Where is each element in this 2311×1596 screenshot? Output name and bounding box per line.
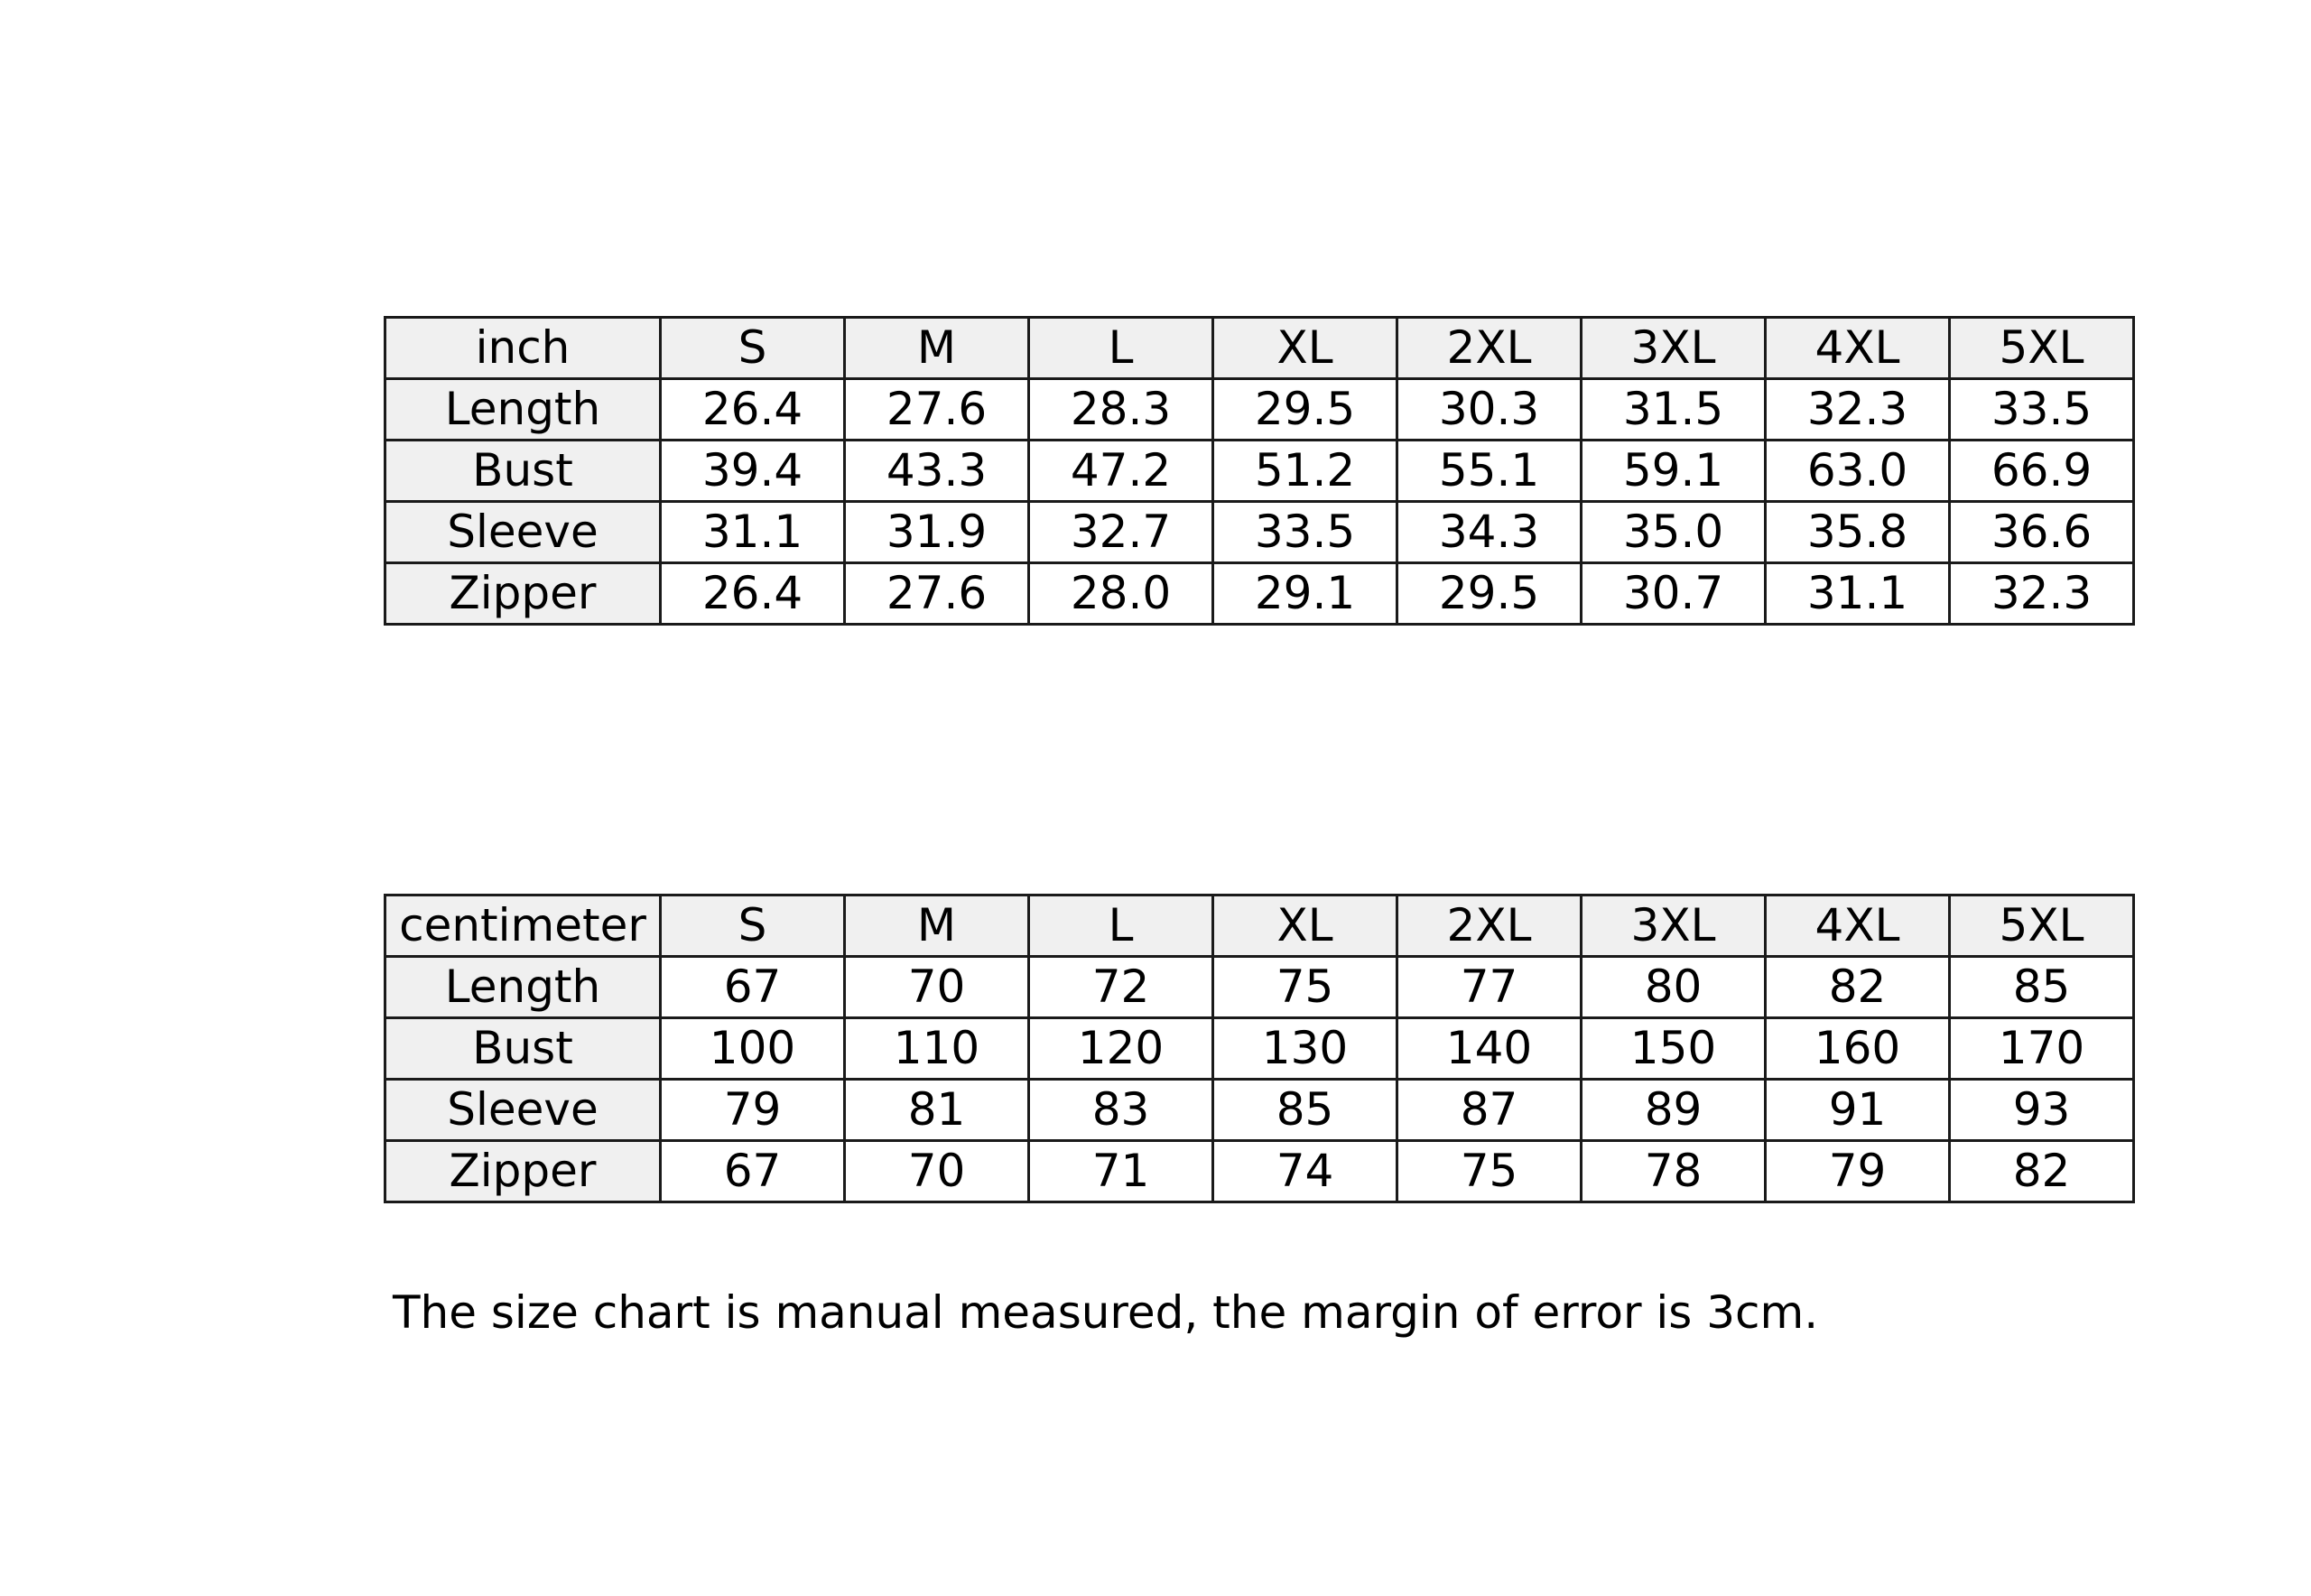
table-cell: 77	[1397, 957, 1582, 1018]
table-row	[385, 1141, 2134, 1202]
row-label: Bust	[385, 1018, 661, 1080]
table-cell: 55.1	[1397, 441, 1582, 502]
centimeter-size-table	[384, 894, 2135, 1203]
table-cell: 32.3	[1766, 379, 1950, 441]
table-cell: 59.1	[1582, 441, 1766, 502]
table-cell: 27.6	[845, 563, 1029, 625]
size-header: 3XL	[1582, 895, 1766, 957]
unit-label: inch	[385, 318, 661, 379]
table-cell: 29.5	[1397, 563, 1582, 625]
inch-size-table	[384, 316, 2135, 626]
table-cell: 31.9	[845, 502, 1029, 563]
size-header: 2XL	[1397, 895, 1582, 957]
table-cell: 31.1	[661, 502, 845, 563]
table-cell: 78	[1582, 1141, 1766, 1202]
table-cell: 71	[1029, 1141, 1213, 1202]
size-header: XL	[1213, 895, 1397, 957]
size-header: XL	[1213, 318, 1397, 379]
table-cell: 70	[845, 1141, 1029, 1202]
table-cell: 74	[1213, 1141, 1397, 1202]
size-header: S	[661, 318, 845, 379]
table-cell: 80	[1582, 957, 1766, 1018]
table-cell: 70	[845, 957, 1029, 1018]
row-label: Length	[385, 379, 661, 441]
table-cell: 85	[1213, 1080, 1397, 1141]
centimeter-table-header	[385, 895, 2134, 957]
row-label: Sleeve	[385, 502, 661, 563]
table-cell: 30.7	[1582, 563, 1766, 625]
table-cell: 67	[661, 1141, 845, 1202]
table-cell: 32.3	[1950, 563, 2134, 625]
table-row	[385, 1080, 2134, 1141]
table-cell: 36.6	[1950, 502, 2134, 563]
table-cell: 66.9	[1950, 441, 2134, 502]
table-cell: 79	[1766, 1141, 1950, 1202]
size-header: 2XL	[1397, 318, 1582, 379]
row-label: Bust	[385, 441, 661, 502]
table-cell: 130	[1213, 1018, 1397, 1080]
centimeter-table-body	[385, 957, 2134, 1202]
size-header: 5XL	[1950, 895, 2134, 957]
row-label: Sleeve	[385, 1080, 661, 1141]
table-cell: 33.5	[1213, 502, 1397, 563]
table-cell: 29.5	[1213, 379, 1397, 441]
table-cell: 35.0	[1582, 502, 1766, 563]
table-cell: 93	[1950, 1080, 2134, 1141]
table-cell: 31.5	[1582, 379, 1766, 441]
table-header-row	[385, 318, 2134, 379]
table-row	[385, 563, 2134, 625]
table-cell: 75	[1397, 1141, 1582, 1202]
table-row	[385, 379, 2134, 441]
table-row	[385, 502, 2134, 563]
table-cell: 75	[1213, 957, 1397, 1018]
table-cell: 43.3	[845, 441, 1029, 502]
size-header: L	[1029, 318, 1213, 379]
table-row	[385, 957, 2134, 1018]
size-header: 3XL	[1582, 318, 1766, 379]
table-cell: 83	[1029, 1080, 1213, 1141]
table-cell: 100	[661, 1018, 845, 1080]
table-cell: 79	[661, 1080, 845, 1141]
size-header: S	[661, 895, 845, 957]
table-cell: 82	[1766, 957, 1950, 1018]
size-header: L	[1029, 895, 1213, 957]
table-cell: 35.8	[1766, 502, 1950, 563]
table-cell: 89	[1582, 1080, 1766, 1141]
table-cell: 47.2	[1029, 441, 1213, 502]
table-cell: 170	[1950, 1018, 2134, 1080]
table-cell: 26.4	[661, 379, 845, 441]
table-cell: 29.1	[1213, 563, 1397, 625]
table-cell: 32.7	[1029, 502, 1213, 563]
table-cell: 85	[1950, 957, 2134, 1018]
table-cell: 91	[1766, 1080, 1950, 1141]
size-header: 4XL	[1766, 895, 1950, 957]
table-cell: 110	[845, 1018, 1029, 1080]
table-header-row	[385, 895, 2134, 957]
table-cell: 30.3	[1397, 379, 1582, 441]
unit-label: centimeter	[385, 895, 661, 957]
table-cell: 27.6	[845, 379, 1029, 441]
table-row	[385, 1018, 2134, 1080]
measurement-note: The size chart is manual measured, the margin of error is 3cm.	[393, 1286, 1819, 1339]
table-cell: 33.5	[1950, 379, 2134, 441]
row-label: Zipper	[385, 563, 661, 625]
table-cell: 34.3	[1397, 502, 1582, 563]
table-cell: 28.0	[1029, 563, 1213, 625]
table-cell: 150	[1582, 1018, 1766, 1080]
table-cell: 87	[1397, 1080, 1582, 1141]
size-header: M	[845, 318, 1029, 379]
row-label: Length	[385, 957, 661, 1018]
size-header: M	[845, 895, 1029, 957]
table-cell: 81	[845, 1080, 1029, 1141]
table-cell: 67	[661, 957, 845, 1018]
inch-table-header	[385, 318, 2134, 379]
table-cell: 39.4	[661, 441, 845, 502]
table-row	[385, 441, 2134, 502]
table-cell: 82	[1950, 1141, 2134, 1202]
table-cell: 63.0	[1766, 441, 1950, 502]
table-cell: 120	[1029, 1018, 1213, 1080]
table-cell: 140	[1397, 1018, 1582, 1080]
table-cell: 51.2	[1213, 441, 1397, 502]
size-header: 4XL	[1766, 318, 1950, 379]
size-header: 5XL	[1950, 318, 2134, 379]
table-cell: 72	[1029, 957, 1213, 1018]
row-label: Zipper	[385, 1141, 661, 1202]
table-cell: 31.1	[1766, 563, 1950, 625]
inch-table-body	[385, 379, 2134, 625]
table-cell: 28.3	[1029, 379, 1213, 441]
table-cell: 26.4	[661, 563, 845, 625]
table-cell: 160	[1766, 1018, 1950, 1080]
